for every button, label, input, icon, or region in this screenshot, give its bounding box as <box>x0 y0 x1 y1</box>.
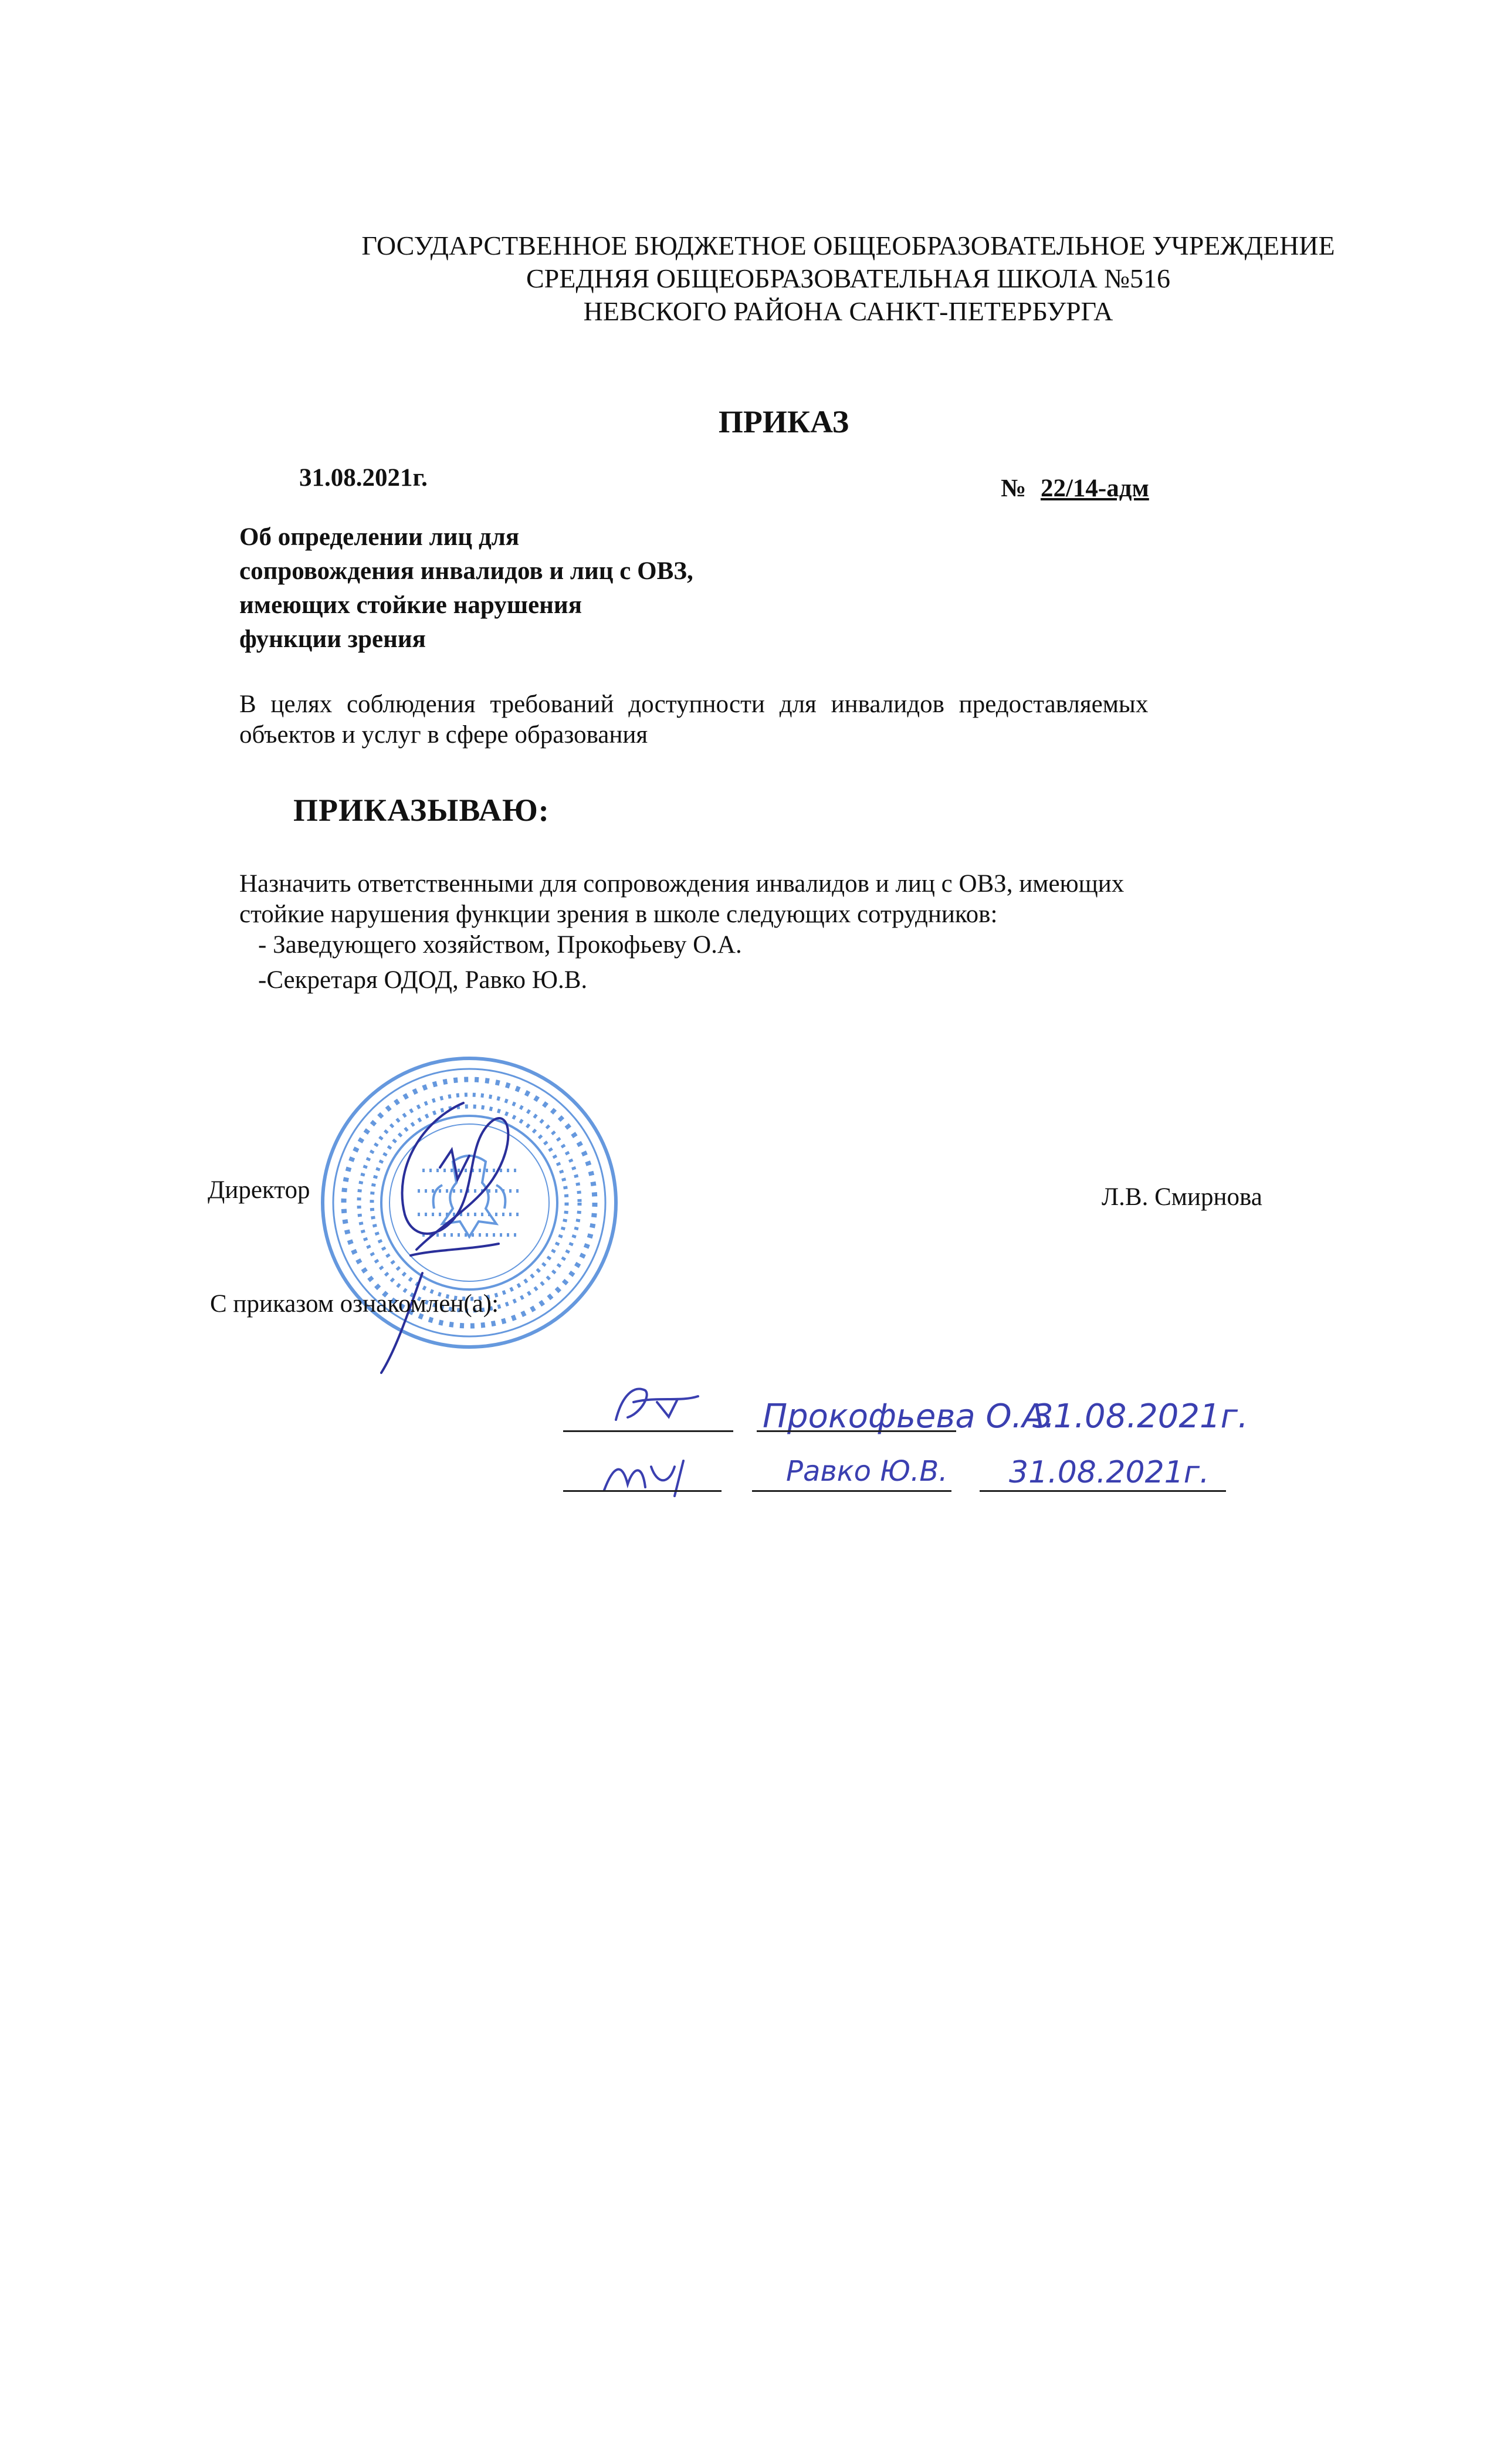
acknowledgement-signature-1 <box>592 1379 733 1431</box>
org-name-line-3: НЕВСКОГО РАЙОНА САНКТ-ПЕТЕРБУРГА <box>583 296 1113 326</box>
acknowledgement-signature-2 <box>587 1449 727 1502</box>
body-line-1: Назначить ответственными для сопровождения инвалидов и лиц с ОВЗ, имеющих <box>239 870 1125 898</box>
subject-line-3: имеющих стойкие нарушения <box>239 591 582 619</box>
body-item-2: -Секретаря ОДОД, Равко Ю.В. <box>258 966 588 994</box>
acknowledgement-name-2: Равко Ю.В. <box>786 1455 948 1488</box>
subject-line-4: функции зрения <box>239 625 426 653</box>
org-name-line-2: СРЕДНЯЯ ОБЩЕОБРАЗОВАТЕЛЬНАЯ ШКОЛА №516 <box>526 263 1171 293</box>
director-signature <box>352 1079 563 1385</box>
preamble-line-2: объектов и услуг в сфере образования <box>239 721 648 749</box>
org-name-line-1: ГОСУДАРСТВЕННОЕ БЮДЖЕТНОЕ ОБЩЕОБРАЗОВАТЕЛЬНОЕ УЧРЕЖДЕНИЕ <box>361 231 1335 260</box>
preamble-line-1: В целях соблюдения требований доступности для инвалидов предоставляемых <box>239 691 1149 718</box>
order-word: ПРИКАЗЫВАЮ: <box>293 793 550 828</box>
acknowledgement-label: С приказом ознакомлен(а): <box>210 1290 499 1318</box>
signature-line-1 <box>563 1430 733 1432</box>
document-number <box>1001 474 1149 503</box>
signature-line-2 <box>563 1490 722 1492</box>
subject-line-1: Об определении лиц для <box>239 523 520 551</box>
acknowledgement-date-1: 31.08.2021г. <box>1032 1397 1248 1436</box>
body-item-1: - Заведующего хозяйством, Прокофьеву О.А. <box>258 931 742 959</box>
name-line-1 <box>757 1430 956 1432</box>
number-prefix: № <box>1001 475 1027 502</box>
name-line-2 <box>752 1490 951 1492</box>
acknowledgement-name-1: Прокофьева О.А. <box>763 1397 1055 1436</box>
date-line-2 <box>980 1490 1226 1492</box>
signatory-position: Директор <box>208 1176 310 1204</box>
document-date: 31.08.2021г. <box>299 464 428 492</box>
acknowledgement-date-2: 31.08.2021г. <box>1009 1455 1210 1490</box>
signatory-name: Л.В. Смирнова <box>1102 1183 1262 1211</box>
body-line-2: стойкие нарушения функции зрения в школе следующих сотрудников: <box>239 901 998 928</box>
subject-line-2: сопровождения инвалидов и лиц с ОВЗ, <box>239 557 693 585</box>
document-title: ПРИКАЗ <box>718 404 849 439</box>
number-value: 22/14-адм <box>1040 475 1149 502</box>
